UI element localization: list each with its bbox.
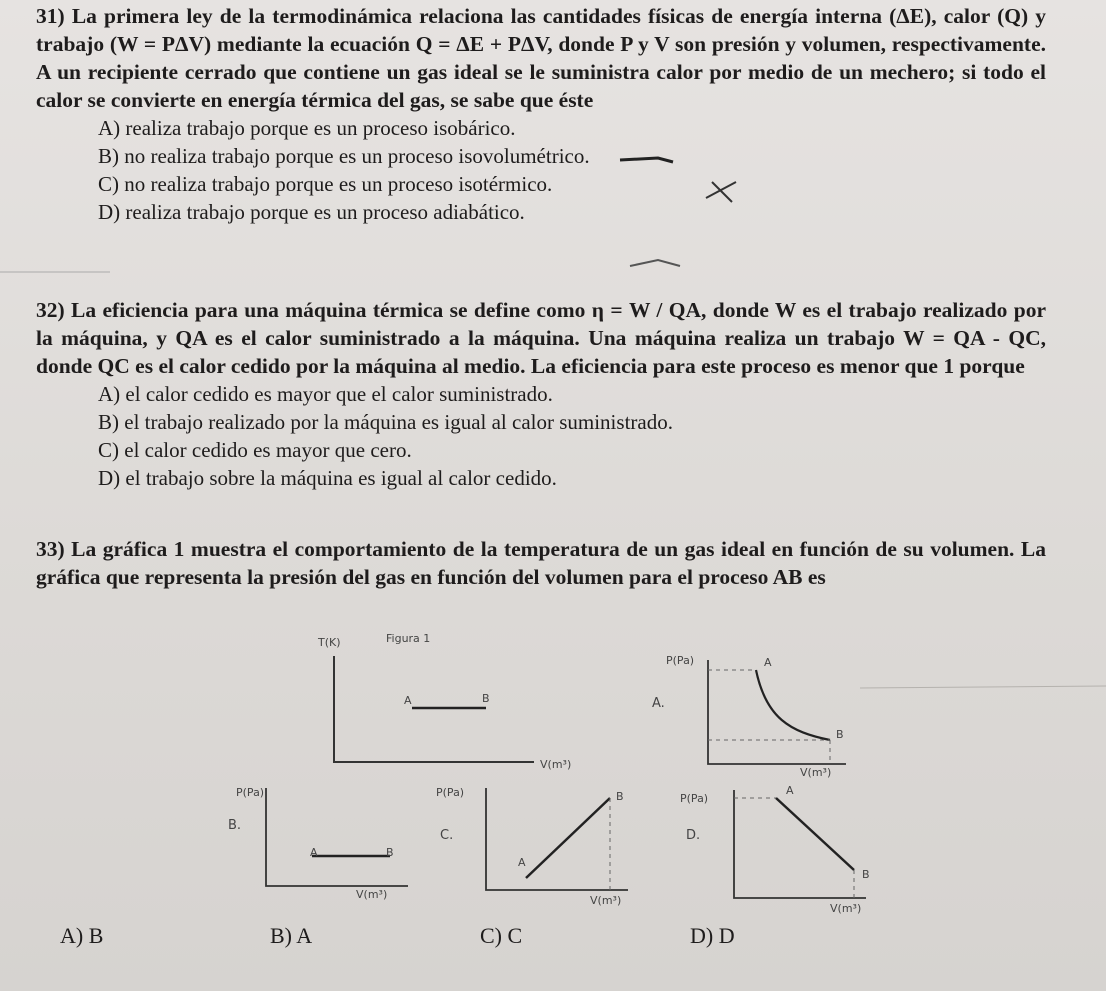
question-31-number: 31): [36, 4, 65, 28]
question-31-stem: [36, 2, 1046, 114]
graph-d-letter: D.: [686, 828, 701, 843]
question-33-number: 33): [36, 537, 65, 561]
graph-c-x-label: V(m³): [590, 894, 622, 907]
question-31-option-a[interactable]: A) realiza trabajo porque es un proceso isobárico.: [98, 116, 516, 140]
graph-b-line: [262, 786, 412, 896]
graph-c-y-label: P(Pa): [436, 786, 465, 799]
graph-c-letter: C.: [440, 828, 454, 843]
graph-d-point-a: A: [786, 784, 794, 797]
question-33-text: La gráfica 1 muestra el comportamiento de la temperatura de un gas ideal en función de su volumen. La gráfica que representa la presión del gas en función del volumen para el proceso AB es: [36, 537, 1046, 589]
question-31: [36, 2, 1046, 226]
graph-b-y-label: P(Pa): [236, 786, 265, 799]
question-31-text: La primera ley de la termodinámica relaciona las cantidades físicas de energía interna (ΔE), calor (Q) y trabajo (W = PΔV) mediante la ecuación Q = ΔE + PΔV, donde P y V son presión y volumen, respectivamente. A un recipiente cerrado que contiene un gas ideal se le suministra calor por medio de un mechero; si todo el calor se convierte en energía térmica del gas, se sabe que éste: [36, 4, 1046, 112]
pen-mark-a: [618, 150, 678, 170]
graph-c-point-a: A: [518, 856, 526, 869]
graph-b-x-label: V(m³): [356, 888, 388, 901]
question-33-stem: [36, 535, 1046, 591]
graph-a-y-label: P(Pa): [666, 654, 695, 667]
graph-a-curve: [700, 658, 850, 768]
graph-d-line: [720, 788, 870, 903]
graph-d-x-label: V(m³): [830, 902, 862, 915]
graph-a-point-b: B: [836, 728, 844, 741]
graph-b-point-a: A: [310, 846, 318, 859]
page-fold-line-right: [860, 684, 1106, 694]
question-32-option-b[interactable]: B) el trabajo realizado por la máquina es igual al calor suministrado.: [98, 410, 673, 434]
question-32-text: La eficiencia para una máquina térmica se define como η = W / QA, donde W es el trabajo realizado por la máquina, y QA es el calor suministrado a la máquina. Una máquina realiza un trabajo W = QA - QC, donde QC es el calor cedido por la máquina al medio. La eficiencia para este proceso es menor que 1 porque: [36, 298, 1046, 378]
graph-b-letter: B.: [228, 818, 242, 833]
page-fold-line: [0, 270, 120, 280]
graph-c-point-b: B: [616, 790, 624, 803]
figure-1-graph: [326, 652, 546, 772]
question-32-stem: [36, 296, 1046, 380]
figure-1-point-a: A: [404, 694, 412, 707]
graph-a-point-a: A: [764, 656, 772, 669]
question-32-number: 32): [36, 298, 65, 322]
question-33-option-d[interactable]: D) D: [690, 923, 735, 948]
question-32-option-c[interactable]: C) el calor cedido es mayor que cero.: [98, 438, 412, 462]
figure-1-point-b: B: [482, 692, 490, 705]
graph-a-letter: A.: [652, 696, 665, 711]
question-31-option-c[interactable]: C) no realiza trabajo porque es un proceso isotérmico.: [98, 172, 553, 196]
graph-c-line: [482, 786, 632, 896]
question-33-option-a[interactable]: A) B: [60, 923, 104, 948]
graph-a-x-label: V(m³): [800, 766, 832, 779]
graph-d-point-b: B: [862, 868, 870, 881]
figure-1-title: Figura 1: [386, 632, 431, 645]
question-33-option-b[interactable]: B) A: [270, 923, 313, 948]
question-32: [36, 296, 1046, 492]
question-32-option-d[interactable]: D) el trabajo sobre la máquina es igual al calor cedido.: [98, 466, 557, 490]
pen-mark-d: [628, 252, 688, 272]
question-33-option-c[interactable]: C) C: [480, 923, 523, 948]
question-32-option-a[interactable]: A) el calor cedido es mayor que el calor suministrado.: [98, 382, 553, 406]
figure-1-y-label: T(K): [318, 636, 341, 649]
figure-1-x-label: V(m³): [540, 758, 572, 771]
graph-d-y-label: P(Pa): [680, 792, 709, 805]
question-31-option-d[interactable]: D) realiza trabajo porque es un proceso adiabático.: [98, 200, 525, 224]
question-31-option-b[interactable]: B) no realiza trabajo porque es un proceso isovolumétrico.: [98, 144, 590, 168]
question-33: [36, 535, 1046, 591]
pen-cross-mark: [702, 176, 742, 206]
graph-b-point-b: B: [386, 846, 394, 859]
